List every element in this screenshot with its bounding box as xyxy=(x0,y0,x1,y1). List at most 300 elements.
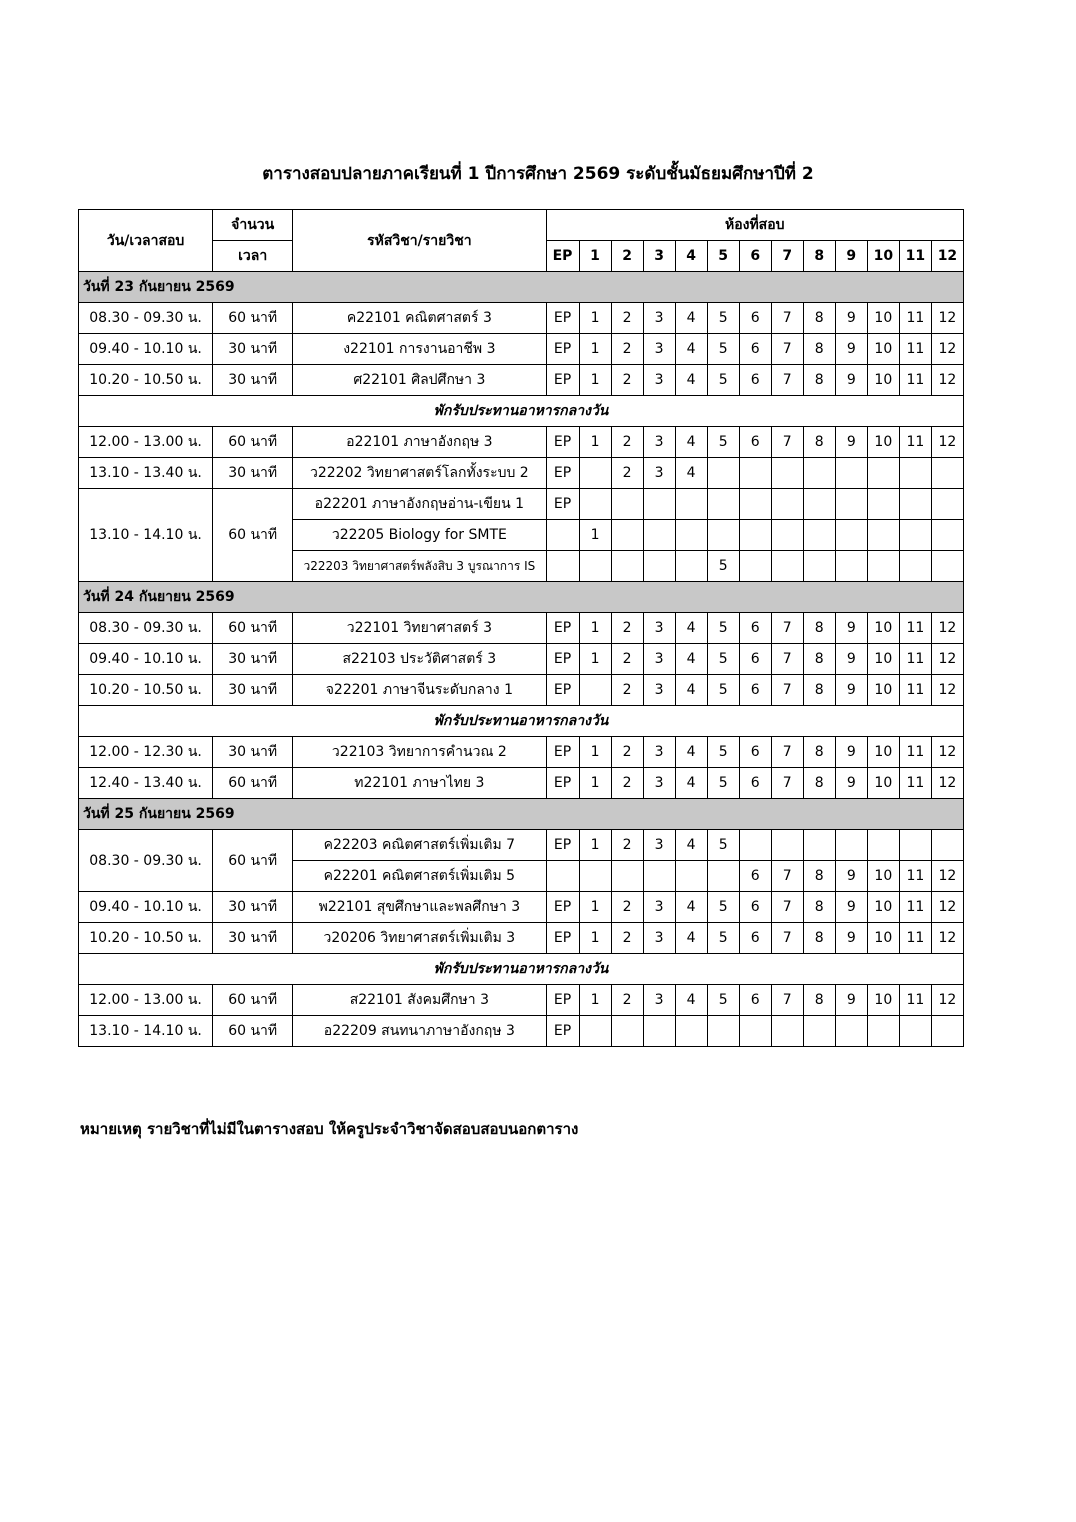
exam-time: 13.10 - 13.40 น. xyxy=(79,458,213,489)
room-cell: 12 xyxy=(931,768,963,799)
room-cell: 6 xyxy=(739,644,771,675)
room-cell xyxy=(611,489,643,520)
room-cell: 7 xyxy=(771,644,803,675)
exam-duration: 30 นาที xyxy=(213,365,293,396)
room-cell: 11 xyxy=(899,923,931,954)
room-cell xyxy=(803,520,835,551)
room-cell xyxy=(643,520,675,551)
room-cell: 5 xyxy=(707,334,739,365)
room-cell: 2 xyxy=(611,675,643,706)
exam-time: 08.30 - 09.30 น. xyxy=(79,303,213,334)
room-cell xyxy=(899,830,931,861)
exam-duration: 30 นาที xyxy=(213,334,293,365)
table-row xyxy=(79,644,964,675)
room-cell xyxy=(579,861,611,892)
table-row xyxy=(79,892,964,923)
room-cell: 10 xyxy=(867,427,899,458)
room-cell xyxy=(867,458,899,489)
room-cell: 6 xyxy=(739,923,771,954)
room-cell: 1 xyxy=(579,737,611,768)
room-cell xyxy=(899,458,931,489)
room-cell xyxy=(675,1016,707,1047)
room-cell: 6 xyxy=(739,985,771,1016)
room-cell: 12 xyxy=(931,365,963,396)
header-duration-line1: จำนวน xyxy=(213,210,293,241)
room-cell: 12 xyxy=(931,613,963,644)
room-cell: 9 xyxy=(835,768,867,799)
table-row xyxy=(79,675,964,706)
room-cell: 5 xyxy=(707,737,739,768)
exam-duration: 60 นาที xyxy=(213,768,293,799)
exam-duration: 60 นาที xyxy=(213,613,293,644)
room-cell: EP xyxy=(546,675,579,706)
header-rooms: ห้องที่สอบ xyxy=(546,210,964,241)
room-cell: EP xyxy=(546,489,579,520)
room-cell: 5 xyxy=(707,613,739,644)
room-cell: 3 xyxy=(643,737,675,768)
room-cell: 2 xyxy=(611,303,643,334)
lunch-break-label: พักรับประทานอาหารกลางวัน xyxy=(79,396,964,427)
room-cell: 3 xyxy=(643,427,675,458)
room-cell xyxy=(931,489,963,520)
room-cell: 12 xyxy=(931,644,963,675)
room-cell: 6 xyxy=(739,427,771,458)
header-room: 12 xyxy=(931,241,963,272)
header-room: 5 xyxy=(707,241,739,272)
table-row xyxy=(79,1016,964,1047)
exam-duration: 30 นาที xyxy=(213,644,293,675)
footnote: หมายเหตุ รายวิชาที่ไม่มีในตารางสอบ ให้ครูประจำวิชาจัดสอบสอบนอกตาราง xyxy=(80,1120,579,1138)
room-cell: 12 xyxy=(931,923,963,954)
room-cell: 9 xyxy=(835,985,867,1016)
room-cell xyxy=(546,520,579,551)
room-cell: 5 xyxy=(707,365,739,396)
exam-duration: 30 นาที xyxy=(213,458,293,489)
room-cell xyxy=(771,1016,803,1047)
room-cell: 1 xyxy=(579,613,611,644)
room-cell: 2 xyxy=(611,427,643,458)
exam-subject: ค22201 คณิตศาสตร์เพิ่มเติม 5 xyxy=(293,861,546,892)
room-cell xyxy=(579,1016,611,1047)
room-cell xyxy=(739,830,771,861)
room-cell xyxy=(931,830,963,861)
room-cell: 1 xyxy=(579,427,611,458)
lunch-break-label: พักรับประทานอาหารกลางวัน xyxy=(79,706,964,737)
room-cell: 8 xyxy=(803,644,835,675)
room-cell: 11 xyxy=(899,334,931,365)
room-cell xyxy=(835,830,867,861)
room-cell: 10 xyxy=(867,861,899,892)
room-cell: 2 xyxy=(611,334,643,365)
room-cell xyxy=(771,458,803,489)
room-cell: 8 xyxy=(803,334,835,365)
exam-subject: ศ22101 ศิลปศึกษา 3 xyxy=(293,365,546,396)
lunch-break-row xyxy=(79,706,964,737)
room-cell xyxy=(835,458,867,489)
room-cell xyxy=(707,489,739,520)
room-cell: EP xyxy=(546,768,579,799)
lunch-break-label: พักรับประทานอาหารกลางวัน xyxy=(79,954,964,985)
room-cell xyxy=(931,551,963,582)
room-cell xyxy=(546,861,579,892)
room-cell: 8 xyxy=(803,737,835,768)
room-cell: 7 xyxy=(771,675,803,706)
header-room: 7 xyxy=(771,241,803,272)
room-cell xyxy=(579,675,611,706)
room-cell: 6 xyxy=(739,861,771,892)
exam-subject: ว22203 วิทยาศาสตร์พลังสิบ 3 บูรณาการ IS xyxy=(293,551,546,582)
room-cell: 3 xyxy=(643,365,675,396)
room-cell xyxy=(867,830,899,861)
table-row xyxy=(79,365,964,396)
room-cell: 12 xyxy=(931,303,963,334)
room-cell xyxy=(611,1016,643,1047)
room-cell xyxy=(739,458,771,489)
exam-subject: ว22205 Biology for SMTE xyxy=(293,520,546,551)
room-cell: 6 xyxy=(739,675,771,706)
exam-duration: 60 นาที xyxy=(213,1016,293,1047)
room-cell xyxy=(867,1016,899,1047)
exam-subject: ส22101 สังคมศึกษา 3 xyxy=(293,985,546,1016)
room-cell: EP xyxy=(546,830,579,861)
room-cell: EP xyxy=(546,644,579,675)
room-cell: 10 xyxy=(867,923,899,954)
exam-schedule-table xyxy=(78,209,964,1047)
room-cell: 12 xyxy=(931,861,963,892)
room-cell: 2 xyxy=(611,737,643,768)
room-cell: 11 xyxy=(899,427,931,458)
room-cell xyxy=(675,551,707,582)
room-cell: 6 xyxy=(739,892,771,923)
room-cell xyxy=(835,1016,867,1047)
room-cell: 1 xyxy=(579,830,611,861)
header-room: 8 xyxy=(803,241,835,272)
room-cell: 7 xyxy=(771,334,803,365)
room-cell: 7 xyxy=(771,303,803,334)
room-cell: 5 xyxy=(707,675,739,706)
room-cell: 11 xyxy=(899,644,931,675)
day-label: วันที่ 25 กันยายน 2569 xyxy=(79,799,964,830)
room-cell: 6 xyxy=(739,768,771,799)
exam-time: 12.00 - 12.30 น. xyxy=(79,737,213,768)
exam-subject: ง22101 การงานอาชีพ 3 xyxy=(293,334,546,365)
exam-subject: ว20206 วิทยาศาสตร์เพิ่มเติม 3 xyxy=(293,923,546,954)
exam-subject: ว22202 วิทยาศาสตร์โลกทั้งระบบ 2 xyxy=(293,458,546,489)
room-cell xyxy=(643,551,675,582)
room-cell: 10 xyxy=(867,768,899,799)
room-cell: 6 xyxy=(739,334,771,365)
room-cell xyxy=(739,520,771,551)
room-cell: 5 xyxy=(707,644,739,675)
room-cell: 7 xyxy=(771,365,803,396)
room-cell: 8 xyxy=(803,303,835,334)
day-label: วันที่ 24 กันยายน 2569 xyxy=(79,582,964,613)
room-cell: 3 xyxy=(643,830,675,861)
header-duration-line2: เวลา xyxy=(213,241,293,272)
room-cell: 10 xyxy=(867,644,899,675)
room-cell xyxy=(771,830,803,861)
room-cell xyxy=(771,520,803,551)
exam-subject: อ22101 ภาษาอังกฤษ 3 xyxy=(293,427,546,458)
exam-duration: 30 นาที xyxy=(213,892,293,923)
room-cell xyxy=(675,489,707,520)
room-cell: 4 xyxy=(675,923,707,954)
header-datetime: วัน/เวลาสอบ xyxy=(79,210,213,272)
room-cell xyxy=(675,861,707,892)
room-cell: EP xyxy=(546,365,579,396)
room-cell: 6 xyxy=(739,613,771,644)
room-cell xyxy=(899,520,931,551)
room-cell: 6 xyxy=(739,365,771,396)
exam-time: 09.40 - 10.10 น. xyxy=(79,644,213,675)
room-cell: 9 xyxy=(835,303,867,334)
room-cell: 7 xyxy=(771,768,803,799)
room-cell: 12 xyxy=(931,334,963,365)
exam-duration: 60 นาที xyxy=(213,427,293,458)
room-cell: 4 xyxy=(675,427,707,458)
room-cell: 5 xyxy=(707,830,739,861)
room-cell: 12 xyxy=(931,892,963,923)
header-room: 10 xyxy=(867,241,899,272)
room-cell: EP xyxy=(546,303,579,334)
room-cell: 11 xyxy=(899,892,931,923)
room-cell: 9 xyxy=(835,892,867,923)
room-cell: 8 xyxy=(803,985,835,1016)
room-cell: 1 xyxy=(579,334,611,365)
exam-time: 12.40 - 13.40 น. xyxy=(79,768,213,799)
room-cell: 4 xyxy=(675,613,707,644)
room-cell xyxy=(739,551,771,582)
room-cell: 7 xyxy=(771,737,803,768)
room-cell: EP xyxy=(546,1016,579,1047)
exam-duration: 60 นาที xyxy=(213,985,293,1016)
room-cell xyxy=(803,830,835,861)
room-cell: 8 xyxy=(803,365,835,396)
table-row xyxy=(79,334,964,365)
room-cell: 3 xyxy=(643,458,675,489)
room-cell: 8 xyxy=(803,861,835,892)
room-cell: 1 xyxy=(579,768,611,799)
room-cell: 3 xyxy=(643,303,675,334)
room-cell: 1 xyxy=(579,644,611,675)
room-cell: 1 xyxy=(579,985,611,1016)
exam-duration: 30 นาที xyxy=(213,737,293,768)
room-cell: 3 xyxy=(643,334,675,365)
room-cell xyxy=(867,520,899,551)
room-cell xyxy=(579,458,611,489)
room-cell: 8 xyxy=(803,923,835,954)
room-cell: 1 xyxy=(579,923,611,954)
room-cell: 4 xyxy=(675,830,707,861)
exam-subject: ว22103 วิทยาการคำนวณ 2 xyxy=(293,737,546,768)
room-cell: 11 xyxy=(899,675,931,706)
exam-subject: พ22101 สุขศึกษาและพลศึกษา 3 xyxy=(293,892,546,923)
room-cell: 10 xyxy=(867,737,899,768)
room-cell: 2 xyxy=(611,923,643,954)
room-cell: 4 xyxy=(675,334,707,365)
room-cell xyxy=(803,458,835,489)
room-cell: 7 xyxy=(771,861,803,892)
exam-subject: ท22101 ภาษาไทย 3 xyxy=(293,768,546,799)
header-subject: รหัสวิชา/รายวิชา xyxy=(293,210,546,272)
room-cell: 7 xyxy=(771,985,803,1016)
header-room: 6 xyxy=(739,241,771,272)
room-cell xyxy=(611,520,643,551)
room-cell xyxy=(931,520,963,551)
room-cell: 1 xyxy=(579,520,611,551)
room-cell xyxy=(643,861,675,892)
room-cell: EP xyxy=(546,613,579,644)
room-cell: 4 xyxy=(675,303,707,334)
room-cell: 3 xyxy=(643,675,675,706)
room-cell: 8 xyxy=(803,427,835,458)
header-room: 2 xyxy=(611,241,643,272)
room-cell: 4 xyxy=(675,985,707,1016)
table-row xyxy=(79,737,964,768)
room-cell: 1 xyxy=(579,892,611,923)
room-cell: 12 xyxy=(931,675,963,706)
room-cell xyxy=(771,489,803,520)
room-cell: 10 xyxy=(867,334,899,365)
room-cell: 1 xyxy=(579,365,611,396)
room-cell: 3 xyxy=(643,613,675,644)
room-cell: 6 xyxy=(739,737,771,768)
room-cell: EP xyxy=(546,923,579,954)
room-cell xyxy=(739,1016,771,1047)
room-cell: 9 xyxy=(835,861,867,892)
room-cell: 1 xyxy=(579,303,611,334)
day-row xyxy=(79,582,964,613)
room-cell: 3 xyxy=(643,644,675,675)
room-cell xyxy=(835,520,867,551)
room-cell: 7 xyxy=(771,427,803,458)
header-room: 11 xyxy=(899,241,931,272)
room-cell: 9 xyxy=(835,923,867,954)
header-room: 4 xyxy=(675,241,707,272)
room-cell: 2 xyxy=(611,985,643,1016)
table-row xyxy=(79,458,964,489)
exam-time: 10.20 - 10.50 น. xyxy=(79,923,213,954)
room-cell: 10 xyxy=(867,613,899,644)
room-cell: EP xyxy=(546,334,579,365)
room-cell: 2 xyxy=(611,644,643,675)
exam-time: 13.10 - 14.10 น. xyxy=(79,1016,213,1047)
room-cell: EP xyxy=(546,427,579,458)
room-cell xyxy=(707,520,739,551)
room-cell xyxy=(579,551,611,582)
exam-duration: 60 นาที xyxy=(213,830,293,892)
header-room: 3 xyxy=(643,241,675,272)
room-cell: 9 xyxy=(835,737,867,768)
room-cell xyxy=(643,1016,675,1047)
room-cell: 12 xyxy=(931,985,963,1016)
room-cell: 7 xyxy=(771,613,803,644)
room-cell: EP xyxy=(546,737,579,768)
room-cell xyxy=(707,1016,739,1047)
room-cell: EP xyxy=(546,458,579,489)
room-cell xyxy=(803,551,835,582)
room-cell: 2 xyxy=(611,365,643,396)
room-cell xyxy=(899,551,931,582)
exam-time: 08.30 - 09.30 น. xyxy=(79,830,213,892)
exam-time: 13.10 - 14.10 น. xyxy=(79,489,213,582)
room-cell xyxy=(899,489,931,520)
room-cell: 5 xyxy=(707,551,739,582)
exam-duration: 60 นาที xyxy=(213,303,293,334)
room-cell: 4 xyxy=(675,365,707,396)
room-cell: 9 xyxy=(835,365,867,396)
exam-subject: ค22101 คณิตศาสตร์ 3 xyxy=(293,303,546,334)
room-cell: 11 xyxy=(899,768,931,799)
room-cell: 8 xyxy=(803,613,835,644)
room-cell: 10 xyxy=(867,985,899,1016)
table-row xyxy=(79,613,964,644)
table-row xyxy=(79,985,964,1016)
table-row xyxy=(79,830,964,861)
table-row xyxy=(79,923,964,954)
exam-time: 09.40 - 10.10 น. xyxy=(79,334,213,365)
room-cell: 3 xyxy=(643,985,675,1016)
room-cell: 8 xyxy=(803,675,835,706)
room-cell: 9 xyxy=(835,675,867,706)
table-row xyxy=(79,303,964,334)
page-title: ตารางสอบปลายภาคเรียนที่ 1 ปีการศึกษา 2569 ระดับชั้นมัธยมศึกษาปีที่ 2 xyxy=(262,164,814,184)
exam-time: 08.30 - 09.30 น. xyxy=(79,613,213,644)
room-cell xyxy=(546,551,579,582)
day-label: วันที่ 23 กันยายน 2569 xyxy=(79,272,964,303)
room-cell: 5 xyxy=(707,768,739,799)
room-cell: 4 xyxy=(675,675,707,706)
room-cell: 9 xyxy=(835,644,867,675)
room-cell: 2 xyxy=(611,892,643,923)
exam-time: 12.00 - 13.00 น. xyxy=(79,427,213,458)
room-cell xyxy=(931,458,963,489)
room-cell xyxy=(803,1016,835,1047)
room-cell: 2 xyxy=(611,830,643,861)
room-cell: EP xyxy=(546,985,579,1016)
room-cell: 2 xyxy=(611,458,643,489)
room-cell: 4 xyxy=(675,644,707,675)
room-cell xyxy=(579,489,611,520)
exam-time: 12.00 - 13.00 น. xyxy=(79,985,213,1016)
room-cell: 9 xyxy=(835,427,867,458)
table-row xyxy=(79,489,964,520)
header-room: 1 xyxy=(579,241,611,272)
room-cell: 3 xyxy=(643,892,675,923)
room-cell xyxy=(675,520,707,551)
table-row xyxy=(79,768,964,799)
room-cell: 11 xyxy=(899,737,931,768)
room-cell xyxy=(643,489,675,520)
room-cell: 4 xyxy=(675,768,707,799)
exam-duration: 60 นาที xyxy=(213,489,293,582)
room-cell: 4 xyxy=(675,458,707,489)
lunch-break-row xyxy=(79,954,964,985)
room-cell: 7 xyxy=(771,892,803,923)
room-cell: 2 xyxy=(611,768,643,799)
room-cell: 11 xyxy=(899,985,931,1016)
room-cell xyxy=(835,489,867,520)
room-cell xyxy=(835,551,867,582)
room-cell: 10 xyxy=(867,892,899,923)
room-cell: 2 xyxy=(611,613,643,644)
room-cell xyxy=(611,861,643,892)
exam-time: 10.20 - 10.50 น. xyxy=(79,365,213,396)
header-room: 9 xyxy=(835,241,867,272)
room-cell: 5 xyxy=(707,427,739,458)
header-room: EP xyxy=(546,241,579,272)
exam-subject: ว22101 วิทยาศาสตร์ 3 xyxy=(293,613,546,644)
